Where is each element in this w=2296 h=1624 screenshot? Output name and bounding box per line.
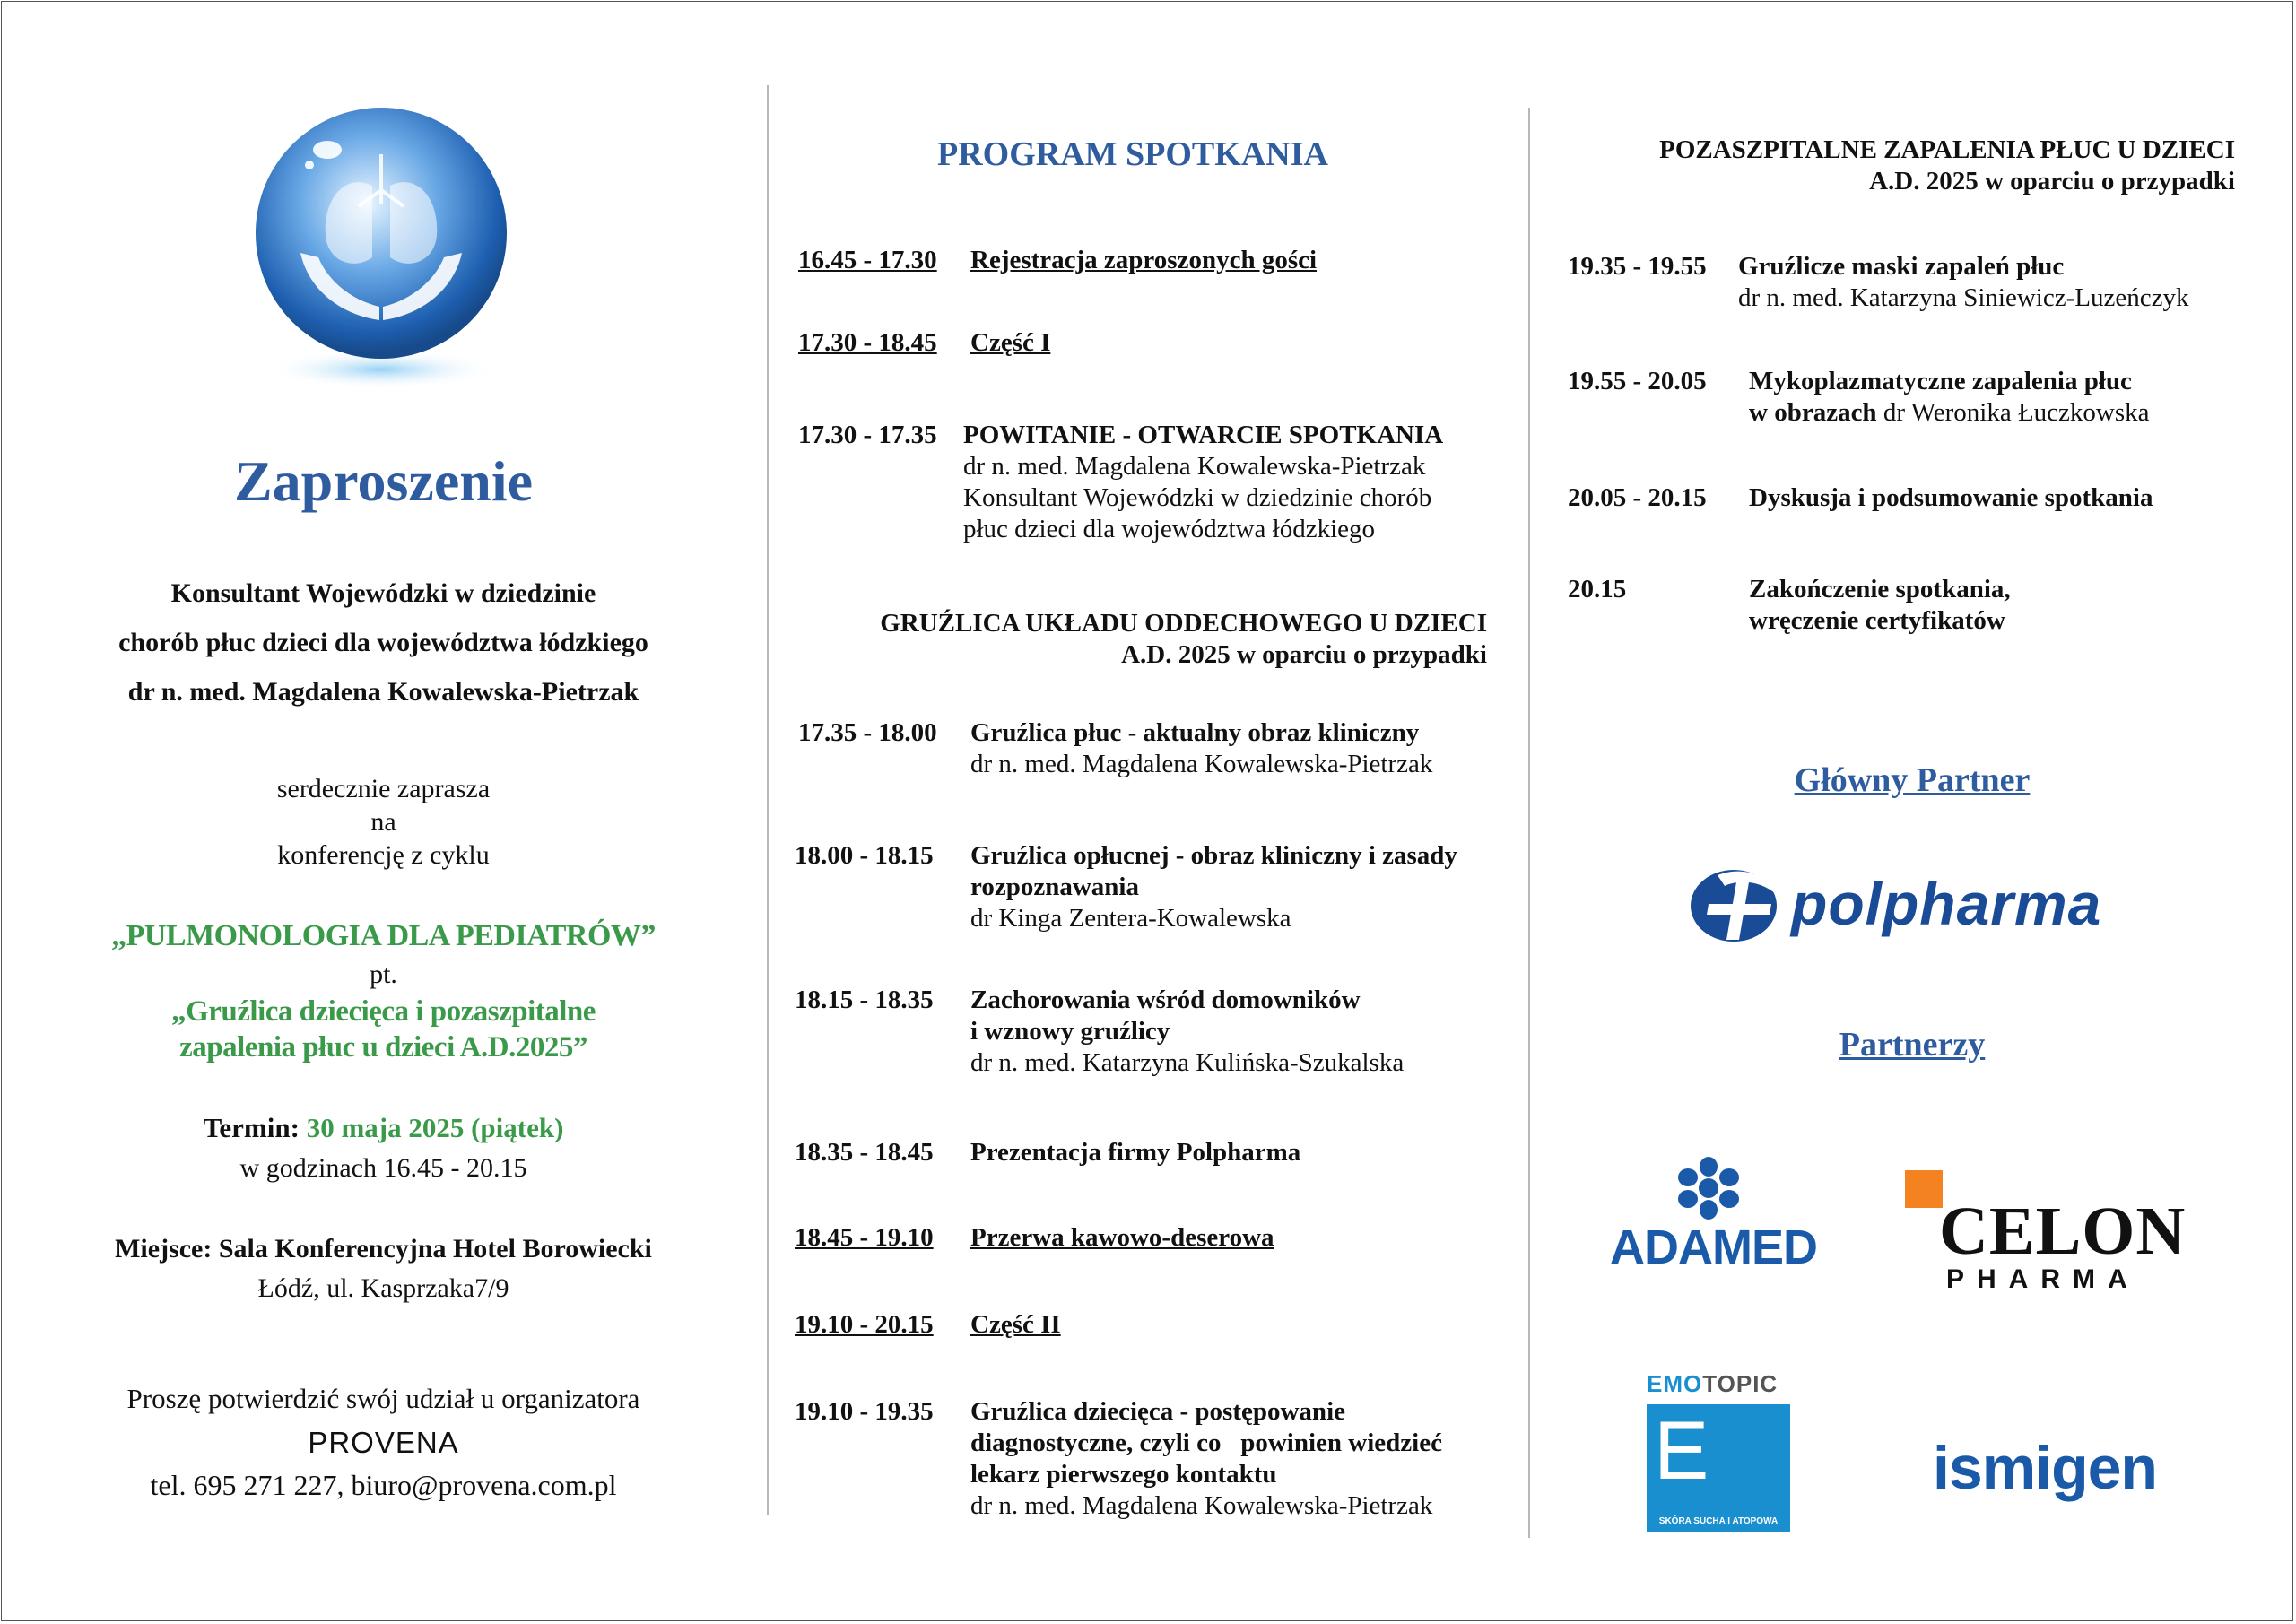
session-time: 20.05 - 20.15: [1568, 483, 1707, 512]
emotopic-box: [1647, 1404, 1790, 1532]
contact: tel. 695 271 227, biuro@provena.com.pl: [150, 1469, 617, 1501]
emotopic-letter: E: [1654, 1405, 1709, 1497]
session-speaker: dr n. med. Katarzyna Siniewicz-Luzeńczyk: [1738, 283, 2189, 312]
invite-line-1: serdecznie zaprasza: [276, 774, 491, 803]
program-heading: PROGRAM SPOTKANIA: [937, 135, 1328, 173]
host-line-2: chorób płuc dzieci dla województwa łódzkiego: [118, 628, 648, 657]
polpharma-symbol-icon: [1691, 859, 1780, 945]
invitation-title: Zaproszenie: [233, 449, 534, 513]
pneumonia-block-heading: [1552, 135, 2235, 197]
session-time: 17.35 - 18.00: [798, 718, 937, 747]
session-part-2: [795, 1309, 1521, 1345]
polpharma-wordmark: polpharma: [1791, 871, 2102, 937]
session-title-3: lekarz pierwszego kontaktu: [970, 1460, 1277, 1489]
session-title: Gruźlica płuc - aktualny obraz kliniczny: [970, 718, 1420, 747]
session-pleural-tb: [795, 840, 1521, 939]
session-mycoplasma: [1568, 366, 2276, 438]
hours: w godzinach 16.45 - 20.15: [239, 1153, 527, 1183]
session-title-2: w obrazach: [1749, 398, 1877, 427]
session-time: 18.15 - 18.35: [795, 986, 934, 1014]
adamed-logo: [1605, 1157, 1821, 1273]
session-speaker: dr n. med. Magdalena Kowalewska-Pietrzak: [970, 1491, 1433, 1520]
session-child-tb: [795, 1396, 1521, 1531]
session-lung-tb: [798, 717, 1516, 789]
session-title: Część I: [970, 328, 1051, 357]
session-title-1: Gruźlica opłucnej - obraz kliniczny i zasady: [970, 841, 1457, 870]
session-break: [795, 1222, 1521, 1258]
emotopic-caption: SKÓRA SUCHA I ATOPOWA: [1658, 1516, 1779, 1526]
lungs-globe-logo: [247, 100, 516, 396]
session-time: 19.10 - 20.15: [795, 1310, 934, 1339]
column-divider-left: [767, 85, 769, 1515]
polpharma-logo: [1691, 859, 2139, 949]
invite-line-2: na: [370, 807, 396, 837]
session-time: 18.45 - 19.10: [795, 1223, 934, 1252]
invite-line-3: konferencję z cyklu: [277, 840, 490, 870]
session-closing: [1568, 574, 2276, 646]
session-title-1: Gruźlica dziecięca - postępowanie: [970, 1397, 1345, 1426]
main-partner-label-text: Główny Partner: [1794, 761, 2031, 799]
session-title-1: Mykoplazmatyczne zapalenia płuc: [1749, 367, 2132, 395]
session-title-2: i wznowy gruźlicy: [970, 1017, 1170, 1046]
provena-logo-text: PROVENA: [308, 1426, 459, 1459]
topic-line-1: „Gruźlica dziecięca i pozaszpitalne: [171, 995, 596, 1028]
session-title: Dyskusja i podsumowanie spotkania: [1749, 483, 2153, 512]
ismigen-logo: [1933, 1433, 2166, 1505]
session-time: 17.30 - 18.45: [798, 328, 937, 357]
column-divider-right: [1528, 108, 1530, 1538]
celon-pharma-logo: [1903, 1166, 2187, 1300]
date-value: 30 maja 2025 (piątek): [306, 1112, 564, 1143]
session-household: [795, 985, 1521, 1083]
celon-orange-square-icon: [1905, 1170, 1943, 1208]
session-title: Prezentacja firmy Polpharma: [970, 1138, 1301, 1167]
confirm-text: Proszę potwierdzić swój udział u organizatora: [126, 1383, 640, 1414]
address: Łódź, ul. Kasprzaka7/9: [257, 1273, 509, 1303]
session-discussion: [1568, 482, 2276, 518]
emotopic-title-emo: EMO: [1647, 1370, 1703, 1397]
session-title-2: rozpoznawania: [970, 873, 1139, 901]
session-time: 17.30 - 17.35: [798, 421, 937, 449]
session-title: Część II: [970, 1310, 1061, 1339]
emotopic-title: [1647, 1370, 1778, 1398]
session-title-2: diagnostyczne, czyli co powinien wiedzieć: [970, 1429, 1442, 1457]
place: Miejsce: Sala Konferencyjna Hotel Borowiecki: [115, 1234, 652, 1264]
session-registration: [798, 245, 1516, 281]
session-speaker: dr n. med. Katarzyna Kulińska-Szukalska: [970, 1048, 1405, 1077]
session-time: 18.00 - 18.15: [795, 841, 934, 870]
session-title: Przerwa kawowo-deserowa: [970, 1223, 1274, 1252]
session-time: 18.35 - 18.45: [795, 1138, 934, 1167]
session-speaker: dr Kinga Zentera-Kowalewska: [970, 904, 1292, 933]
session-polpharma: [795, 1137, 1521, 1173]
session-time: 19.10 - 19.35: [795, 1397, 934, 1426]
session-speaker: dr n. med. Magdalena Kowalewska-Pietrzak: [970, 750, 1433, 778]
session-title-1: Zachorowania wśród domowników: [970, 986, 1361, 1014]
session-time: 19.55 - 20.05: [1568, 367, 1707, 395]
session-time: 19.35 - 19.55: [1568, 252, 1707, 281]
session-title-2: wręczenie certyfikatów: [1749, 606, 2005, 635]
adamed-wordmark: ADAMED: [1610, 1220, 1817, 1274]
session-title-1: Zakończenie spotkania,: [1749, 575, 2011, 604]
session-speaker-role-1: Konsultant Wojewódzki w dziedzinie chorób: [963, 483, 1432, 512]
session-welcome: [798, 420, 1516, 554]
session-time: 20.15: [1568, 575, 1627, 604]
celon-wordmark: CELON: [1939, 1194, 2187, 1269]
ismigen-wordmark: ismigen: [1933, 1434, 2157, 1502]
pharma-wordmark: PHARMA: [1946, 1264, 2140, 1294]
pt-label: pt.: [370, 960, 397, 989]
session-title: Gruźlicze maski zapaleń płuc: [1738, 252, 2065, 281]
date-label: Termin:: [203, 1112, 300, 1143]
tb-block-heading-line-2: A.D. 2025 w oparciu o przypadki: [1121, 640, 1487, 669]
session-part-1: [798, 327, 1516, 363]
main-partner-label: [1528, 760, 2296, 800]
partners-label-text: Partnerzy: [1839, 1026, 1986, 1064]
partners-label: [1528, 1025, 2296, 1064]
emotopic-title-topic: TOPIC: [1702, 1370, 1779, 1397]
tb-block-heading: [789, 608, 1487, 671]
pneumonia-block-heading-line-1: POZASZPITALNE ZAPALENIA PŁUC U DZIECI: [1659, 135, 2235, 164]
session-speaker: dr Weronika Łuczkowska: [1876, 398, 2150, 427]
provena-logo: [0, 1426, 767, 1460]
session-speaker: dr n. med. Magdalena Kowalewska-Pietrzak: [963, 452, 1426, 481]
pneumonia-block-heading-line-2: A.D. 2025 w oparciu o przypadki: [1869, 167, 2235, 195]
session-title-2-row: [1749, 397, 2150, 429]
date-row: [0, 1112, 767, 1144]
host-line-1: Konsultant Wojewódzki w dziedzinie: [170, 578, 596, 608]
session-speaker-role-2: płuc dzieci dla województwa łódzkiego: [963, 515, 1376, 543]
session-time: 16.45 - 17.30: [798, 246, 937, 274]
host-line-3: dr n. med. Magdalena Kowalewska-Pietrzak: [127, 677, 639, 707]
cycle-name: „PULMONOLOGIA DLA PEDIATRÓW”: [111, 919, 656, 952]
emotopic-logo: [1647, 1370, 1790, 1532]
topic-line-2: zapalenia płuc u dzieci A.D.2025”: [179, 1031, 587, 1064]
session-title: POWITANIE - OTWARCIE SPOTKANIA: [963, 421, 1444, 449]
session-tb-masks: [1568, 251, 2276, 323]
session-title: Rejestracja zaproszonych gości: [970, 246, 1318, 274]
tb-block-heading-line-1: GRUŹLICA UKŁADU ODDECHOWEGO U DZIECI: [880, 609, 1487, 638]
adamed-flower-icon: [1673, 1157, 1744, 1220]
